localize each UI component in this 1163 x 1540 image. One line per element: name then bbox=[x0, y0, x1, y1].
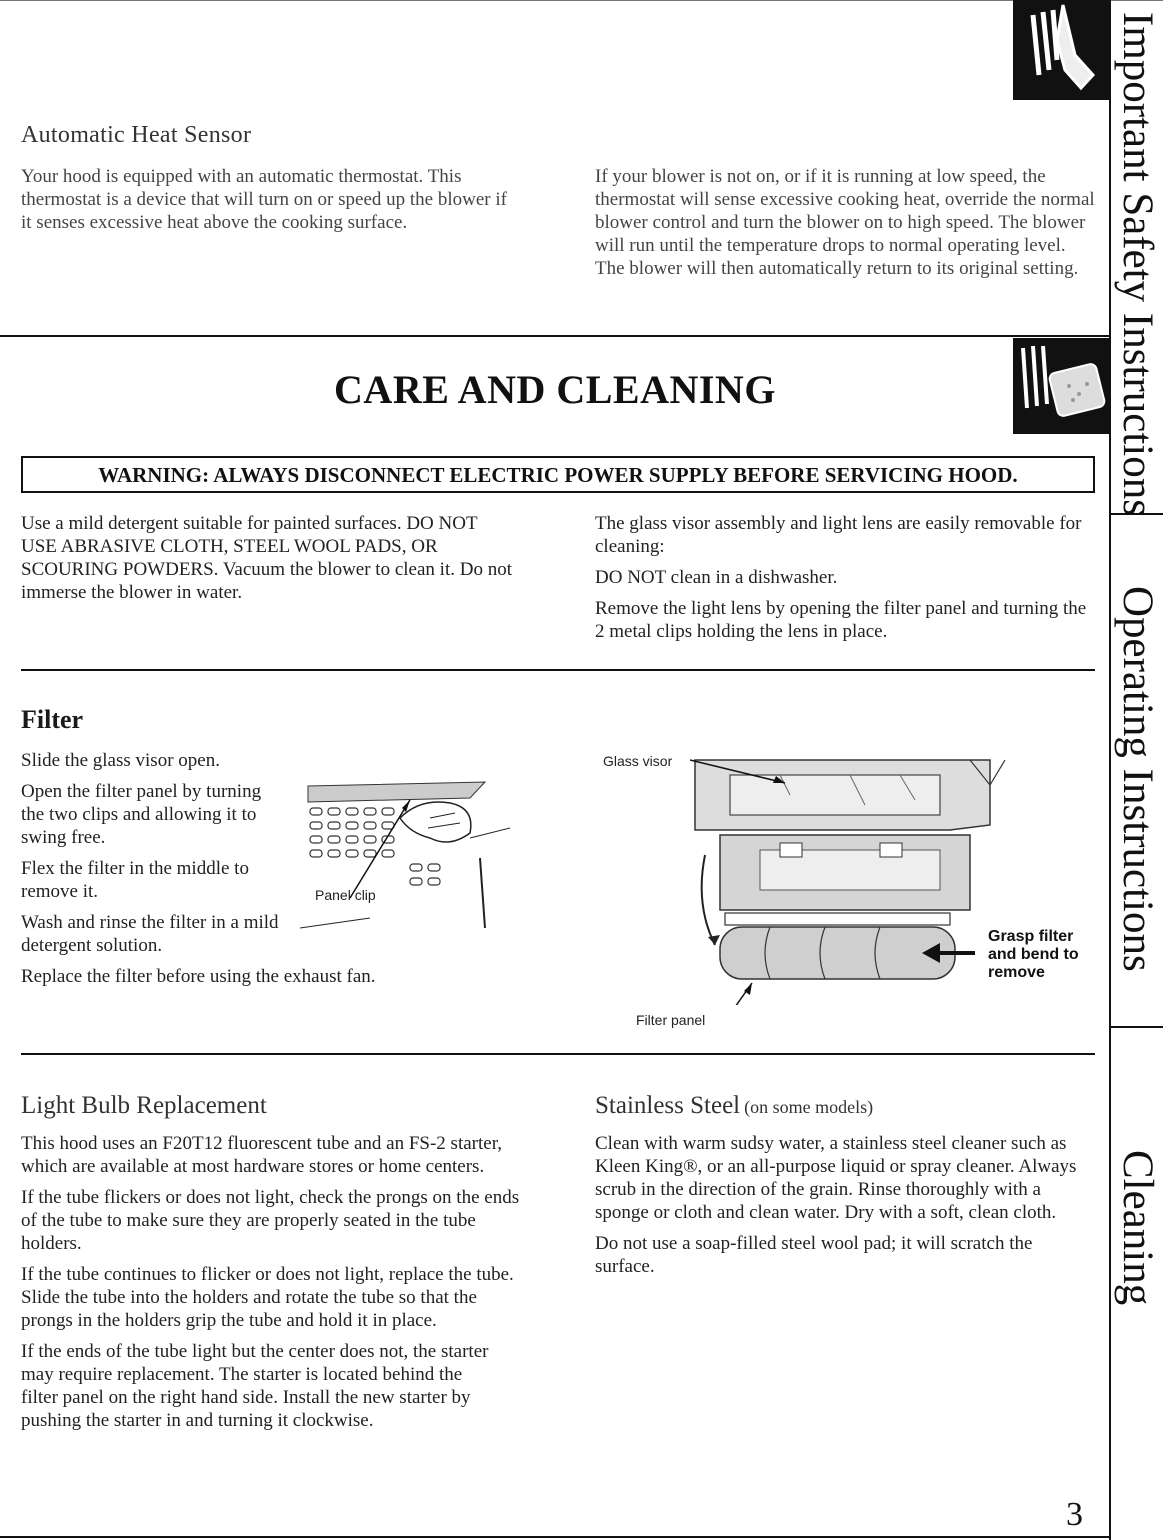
stainless-p2: Do not use a soap-filled steel wool pad; it will scratch the surface. bbox=[595, 1233, 1033, 1277]
pointing-hand-icon bbox=[1013, 0, 1109, 100]
sidebar-tab-safety[interactable]: Important Safety Instructions bbox=[1114, 12, 1161, 516]
section-divider bbox=[21, 1053, 1095, 1055]
stainless-text bbox=[595, 1132, 1095, 1286]
auto-heat-sensor-left-text: Your hood is equipped with an automatic thermostat. This thermostat is a device that will turn on or speed up the blower if it senses excessive heat above the cooking surface. bbox=[21, 166, 507, 233]
filter-step-4: Wash and rinse the filter in a mild detergent solution. bbox=[21, 912, 279, 956]
panel-clip-label: Panel clip bbox=[315, 887, 376, 903]
filter-step-3: Flex the filter in the middle to remove it. bbox=[21, 858, 249, 902]
page-number: 3 bbox=[1066, 1496, 1083, 1533]
panel-clip-illustration bbox=[300, 778, 520, 938]
auto-heat-sensor-right-text: If your blower is not on, or if it is running at low speed, the thermostat will sense excessive cooking heat, override the normal blower control and turn the blower on to high speed. The blower will run until the temperature drops to normal operating level. The blower will then automatically return to its original setting. bbox=[595, 166, 1095, 279]
stainless-p1: Clean with warm sudsy water, a stainless steel cleaner such as Kleen King®, or an all-purpose liquid or spray cleaner. Always scrub in the direction of the grain. Rinse thoroughly with a sponge or cloth and clean water. Dry with a soft, clean cloth. bbox=[595, 1133, 1077, 1223]
grasp-filter-label-line3: remove bbox=[988, 964, 1045, 981]
light-bulb-p4: If the ends of the tube light but the center does not, the starter may require replacement. The starter is located behind the filter panel on the right hand side. Install the new starter by pushing the starter in and turning it clockwise. bbox=[21, 1341, 489, 1431]
light-bulb-p3: If the tube continues to flicker or does not light, replace the tube. Slide the tube into the holders and rotate the tube so that the prongs in the holders grip the tube and hold it in place. bbox=[21, 1264, 514, 1331]
glass-visor-label: Glass visor bbox=[603, 753, 673, 769]
care-cleaning-right-text bbox=[595, 512, 1095, 651]
filter-panel-label: Filter panel bbox=[636, 1012, 706, 1028]
top-border bbox=[0, 0, 1163, 1]
sidebar-rule bbox=[1111, 1026, 1163, 1028]
light-bulb-heading: Light Bulb Replacement bbox=[21, 1092, 267, 1119]
care-cleaning-right-p3: Remove the light lens by opening the filter panel and turning the 2 metal clips holding the lens in place. bbox=[595, 598, 1087, 642]
care-cleaning-right-p1: The glass visor assembly and light lens are easily removable for cleaning: bbox=[595, 513, 1082, 557]
light-bulb-text bbox=[21, 1132, 521, 1440]
sidebar-tab-cleaning[interactable]: Cleaning bbox=[1114, 1150, 1161, 1306]
light-bulb-p2: If the tube flickers or does not light, check the prongs on the ends of the tube to make sure they are properly seated in the tube holders. bbox=[21, 1187, 520, 1254]
sponge-hand-icon bbox=[1013, 338, 1109, 434]
auto-heat-sensor-heading: Automatic Heat Sensor bbox=[21, 122, 252, 148]
section-divider bbox=[0, 335, 1109, 337]
filter-step-5: Replace the filter before using the exhaust fan. bbox=[21, 966, 376, 987]
section-divider bbox=[21, 669, 1095, 671]
care-cleaning-title: CARE AND CLEANING bbox=[334, 367, 776, 412]
grasp-filter-label-line2: and bend to bbox=[988, 946, 1079, 963]
filter-heading: Filter bbox=[21, 705, 84, 734]
care-cleaning-right-p2: DO NOT clean in a dishwasher. bbox=[595, 567, 838, 588]
grasp-filter-label bbox=[988, 928, 1108, 982]
stainless-heading: Stainless Steel bbox=[595, 1092, 741, 1119]
light-bulb-p1: This hood uses an F20T12 fluorescent tube and an FS-2 starter, which are available at most hardware stores or home centers. bbox=[21, 1133, 503, 1177]
bottom-border bbox=[0, 1536, 1110, 1538]
care-cleaning-left-text: Use a mild detergent suitable for painted surfaces. DO NOT USE ABRASIVE CLOTH, STEEL WOOL PADS, OR SCOURING POWDERS. Vacuum the blower to clean it. Do not immerse the blower in water. bbox=[21, 513, 512, 603]
stainless-heading-note: (on some models) bbox=[744, 1097, 874, 1117]
filter-step-1: Slide the glass visor open. bbox=[21, 750, 220, 771]
stainless-heading-row bbox=[595, 1092, 873, 1120]
warning-text: WARNING: ALWAYS DISCONNECT ELECTRIC POWER SUPPLY BEFORE SERVICING HOOD. bbox=[98, 463, 1018, 487]
grasp-filter-label-line1: Grasp filter bbox=[988, 928, 1074, 945]
sidebar-tab-operating[interactable]: Operating Instructions bbox=[1114, 586, 1161, 972]
glass-visor-illustration bbox=[690, 755, 1020, 1005]
filter-step-2: Open the filter panel by turning the two clips and allowing it to swing free. bbox=[21, 781, 262, 848]
sidebar-divider bbox=[1109, 0, 1111, 1540]
